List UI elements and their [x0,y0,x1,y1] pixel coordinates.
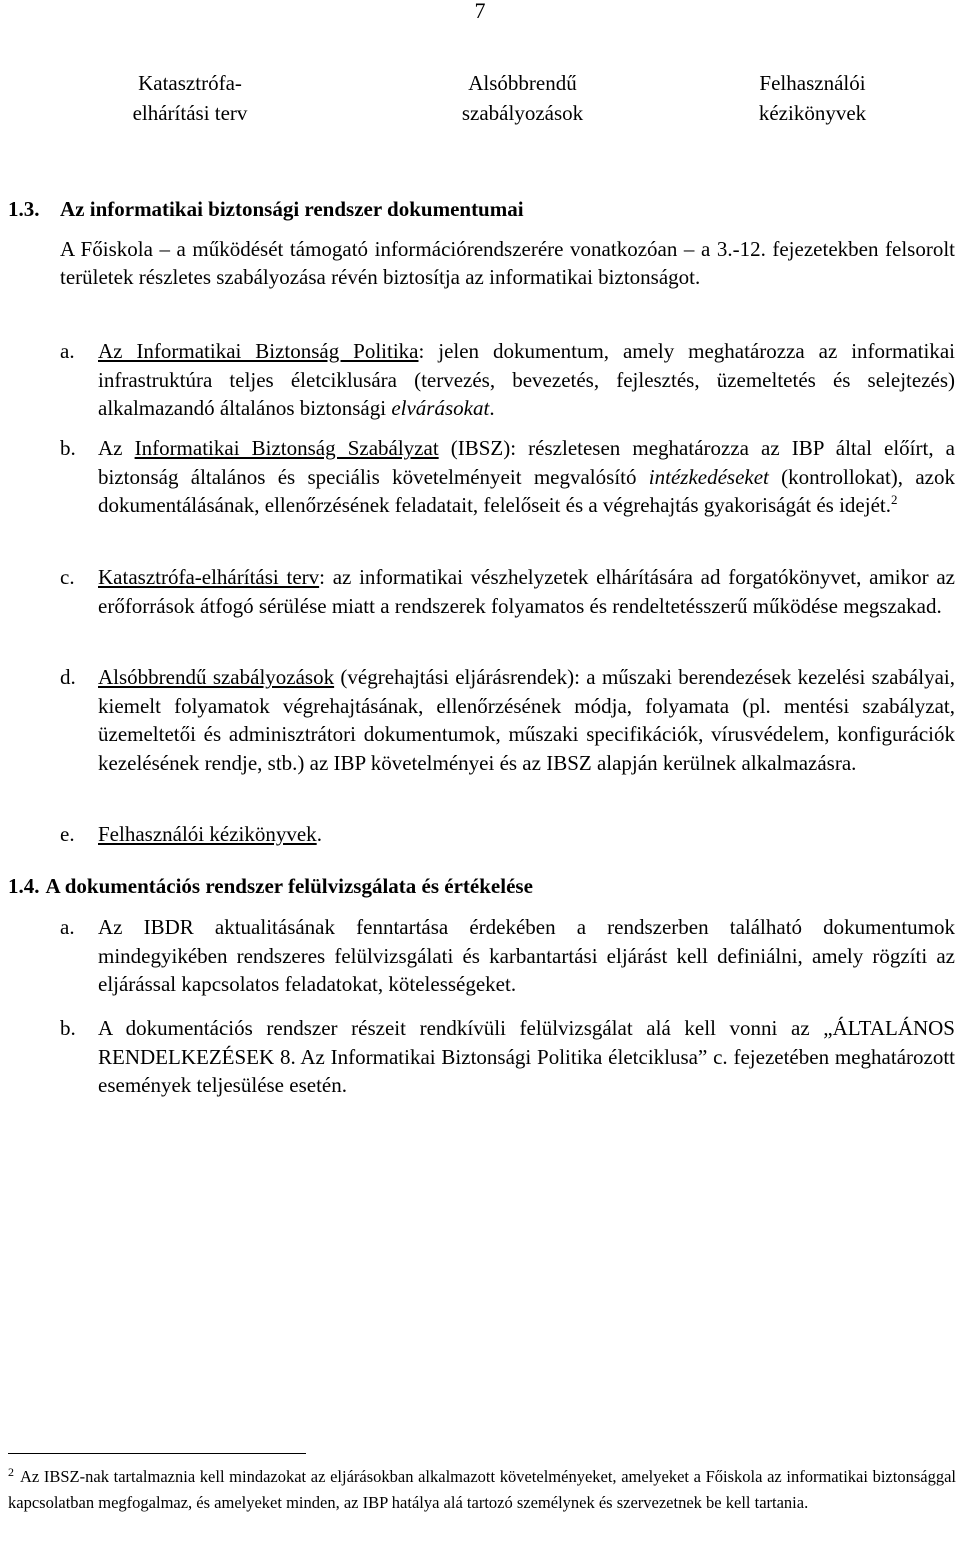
list-item-b [60,434,955,520]
term-disaster-recovery: Katasztrófa-elhárítási terv [98,565,320,589]
item-text: (IBSZ): részletesen meghatározza az IBP által előírt, a biztonság általános és speciális követelményeit megvalósító [98,436,955,489]
emphasis: elvárásokat [391,396,490,420]
emphasis: intézkedéseket [648,464,769,489]
list-item-d [60,663,955,777]
list-letter: e. [60,822,75,846]
section-heading-1-4 [8,872,533,900]
list-letter: d. [60,665,76,689]
list-item-c [60,563,955,620]
term-ibp: Az Informatikai Biztonság Politika [98,339,419,363]
label-subordinate-regulations: Alsóbbrendű szabályozások [461,71,584,125]
list-item-e [60,820,955,849]
section-number: 1.4. [8,874,40,898]
section-title: A dokumentációs rendszer felülvizsgálata és értékelése [45,874,533,898]
footnote-reference[interactable]: 2 [891,492,898,507]
list-item-a [60,337,955,423]
section-number: 1.3. [8,197,40,221]
item-text: : az informatikai vészhelyzetek elhárítására ad forgatókönyvet, amikor az erőforrások átfogó sérülése miatt a rendszerek folyamatos és rendeltetésszerű működése megszakad. [98,565,956,618]
review-item-a [60,913,955,999]
footnote-text: Az IBSZ-nak tartalmaznia kell mindazokat az eljárásokban alkalmazott követelményeket, amelyeket a Főiskola az informatikai biztonsággal kapcsolatban megfogalmaz, és amelyeket minden, az IBP hatálya alá tartozó személynek és szervezetnek be kell tartania. [8,1467,956,1512]
section-intro-paragraph: A Főiskola – a működését támogató információrendszerére vonatkozóan – a 3.-12. fejezetekben felsorolt területek részletes szabályozása révén biztosítja az informatikai biztonságot. [60,237,955,289]
term-ibsz: Informatikai Biztonság Szabályzat [134,436,439,460]
document-hierarchy-labels [0,68,960,128]
list-letter: b. [60,1016,76,1040]
term-subordinate-regulations: Alsóbbrendű szabályozások [98,665,335,689]
review-item-b [60,1014,955,1100]
item-text: . [316,822,322,846]
item-tail: (kontrollokat), azok dokumentálásának, ellenőrzésének feladatait, felelőseit és a végrehajtás gyakoriságát és idejét. [98,464,955,517]
item-text: : jelen dokumentum, amely meghatározza az informatikai infrastruktúra teljes életciklusára (tervezés, bevezetés, fejlesztés, üzemeltetés és selejtezés) alkalmazandó általános biztonsági [98,339,955,420]
label-user-manuals: Felhasználói kézikönyvek [758,71,867,125]
footnote [8,1464,956,1516]
list-letter: c. [60,565,75,589]
page-number: 7 [474,0,486,23]
section-heading-1-3 [8,195,524,223]
footnote-separator [8,1453,306,1454]
item-prefix: Az [98,436,135,460]
item-text: Az IBDR aktualitásának fenntartása érdekében a rendszerben található dokumentumok mindegyikében rendszeres felülvizsgálati és karbantartási eljárást kell definiálni, amely rögzíti az eljárással kapcsolatos feladatokat, kötelességeket. [98,915,955,996]
item-text: (végrehajtási eljárásrendek): a műszaki berendezések kezelési szabályai, kiemelt folyamatok végrehajtásának, ellenőrzésének módja, folyamata (pl. mentési szabályzat, üzemeltetői és adminisztrátori dokumentumok, műszaki specifikációk, vírusvédelem, konfigurációk kezelésének rendje, stb.) az IBP követelményei és az IBSZ alapján kerülnek alkalmazásra. [98,665,955,775]
label-disaster-recovery-plan: Katasztrófa- elhárítási terv [132,71,248,125]
list-letter: b. [60,436,76,460]
item-text: A dokumentációs rendszer részeit rendkívüli felülvizsgálat alá kell vonni az „ÁLTALÁNOS RENDELKEZÉSEK 8. Az Informatikai Biztonsági Politika életciklusa” c. fejezetében meghatározott események teljesülése esetén. [98,1016,955,1097]
term-user-manuals: Felhasználói kézikönyvek [98,822,317,846]
item-tail: . [489,396,495,420]
list-letter: a. [60,915,75,939]
footnote-mark: 2 [8,1464,14,1479]
list-letter: a. [60,339,75,363]
section-title: Az informatikai biztonsági rendszer dokumentumai [60,197,524,221]
